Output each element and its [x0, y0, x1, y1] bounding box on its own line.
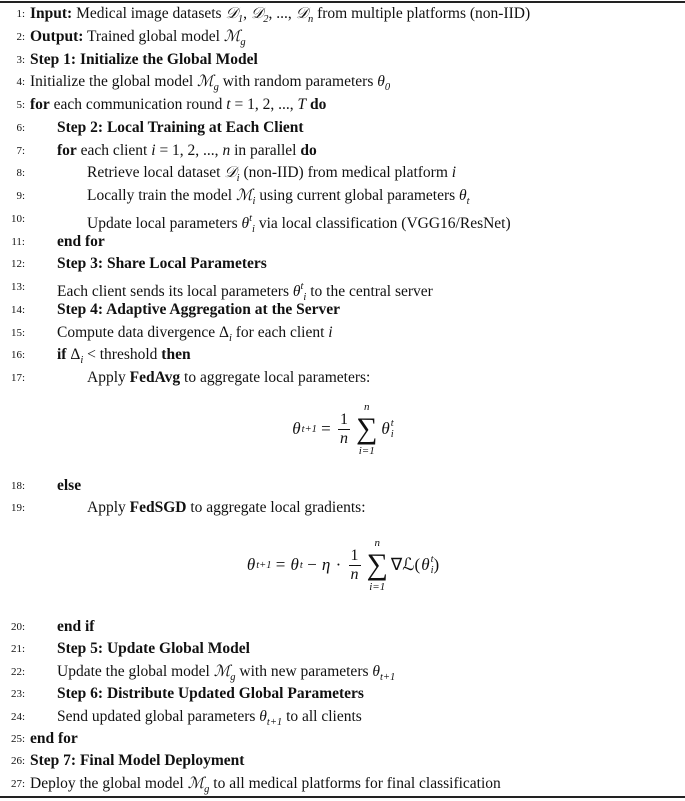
- algorithm-line: [0, 71, 685, 93]
- algorithm-line: [0, 162, 685, 184]
- algorithm-line: [0, 94, 685, 116]
- math-symbol: 𝒟: [295, 5, 308, 22]
- keyword: if: [57, 346, 67, 364]
- sum-upper: n: [374, 537, 380, 549]
- text: Compute data divergence Δ: [57, 323, 229, 341]
- keyword: end for: [30, 730, 78, 747]
- algorithm-line: [0, 117, 685, 139]
- line-number: 21:: [10, 643, 25, 656]
- algorithm-line: [0, 367, 685, 389]
- keyword: end if: [57, 618, 95, 635]
- text: to the central server: [306, 283, 433, 300]
- line-text: [30, 94, 326, 116]
- text: Update the global model: [57, 662, 214, 680]
- algorithm-line: [0, 344, 685, 366]
- math-symbol: i: [328, 323, 333, 341]
- line-number: 20:: [10, 621, 25, 633]
- sigma: ∑: [366, 548, 388, 581]
- eq-eta: η: [321, 555, 331, 574]
- math-symbol: 2: [263, 14, 269, 25]
- line-number: 25:: [10, 733, 25, 745]
- eq-sub: i: [430, 565, 434, 576]
- text: Retrieve local dataset: [87, 164, 225, 182]
- line-text: [57, 299, 340, 321]
- text: to aggregate local gradients:: [186, 499, 366, 516]
- text: Initialize the global model: [30, 73, 198, 91]
- summation: [356, 400, 377, 458]
- math-symbol: θ: [372, 662, 381, 680]
- text: , ...,: [268, 5, 296, 22]
- text: < threshold: [83, 346, 162, 364]
- keyword: for: [57, 141, 77, 159]
- eq-minus: −: [302, 555, 321, 574]
- line-number: 2:: [16, 30, 25, 43]
- sigma: ∑: [356, 412, 378, 445]
- math-symbol: g: [230, 671, 236, 683]
- keyword: Step 5: Update Global Model: [57, 640, 250, 658]
- line-text: [57, 616, 94, 638]
- keyword: Step 3: Share Local Parameters: [57, 255, 267, 273]
- line-number: 4:: [16, 76, 25, 89]
- math-symbol: θ: [259, 707, 267, 725]
- text: = 1, 2, ...,: [230, 96, 298, 113]
- math-symbol: g: [204, 783, 210, 795]
- sum-lower: i=1: [369, 581, 386, 593]
- line-number: 22:: [10, 665, 25, 678]
- math-symbol: θ: [241, 214, 250, 232]
- keyword: for: [30, 96, 50, 113]
- keyword: FedAvg: [129, 369, 181, 386]
- algorithm-line: [0, 49, 685, 71]
- text: from multiple platforms (non-IID): [313, 5, 531, 22]
- algorithm-line: [0, 773, 685, 795]
- math-symbol: i: [80, 355, 84, 367]
- math-symbol: i: [236, 173, 240, 185]
- line-text: [30, 49, 258, 71]
- math-symbol: n: [222, 141, 231, 159]
- math-symbol: i: [252, 223, 255, 235]
- line-number: 23:: [10, 688, 25, 701]
- line-number: 9:: [16, 190, 25, 202]
- text: with new parameters: [235, 662, 373, 680]
- summation: [367, 536, 388, 594]
- algorithm-line: [0, 140, 685, 162]
- math-symbol: 0: [384, 82, 391, 94]
- text: with random parameters: [218, 73, 378, 91]
- eq-dot: ·: [331, 555, 346, 574]
- eq-sub: i: [390, 429, 394, 440]
- line-number: 17:: [10, 372, 25, 384]
- line-number: 5:: [16, 99, 25, 111]
- line-text: [30, 750, 244, 772]
- algorithm-line: [0, 616, 685, 638]
- eq-paren: ): [433, 555, 440, 574]
- algorithm-line: [0, 728, 685, 750]
- eq-sup: t: [430, 554, 434, 565]
- math-symbol: g: [213, 82, 219, 94]
- text: using current global parameters: [255, 187, 460, 204]
- math-symbol: 𝒟: [250, 5, 264, 22]
- keyword: FedSGD: [129, 499, 187, 516]
- eq-sup: t: [390, 418, 394, 429]
- math-symbol: ℳ: [213, 662, 231, 680]
- eq-theta: θ: [421, 555, 430, 574]
- text: (non-IID) from medical platform: [239, 164, 452, 182]
- algorithm-line: [0, 475, 685, 497]
- math-symbol: θ: [292, 283, 301, 300]
- line-number: 6:: [16, 121, 25, 134]
- algorithm-line: [0, 3, 685, 25]
- math-symbol: T: [297, 96, 307, 113]
- text: ,: [243, 5, 251, 22]
- math-symbol: t+1: [380, 671, 396, 683]
- text: Send updated global parameters: [57, 707, 260, 725]
- line-number: 18:: [10, 480, 25, 492]
- math-symbol: t: [249, 212, 253, 224]
- math-symbol: t: [226, 96, 231, 113]
- eq-theta: θ: [292, 419, 301, 438]
- line-number: 24:: [10, 710, 25, 723]
- sum-lower: i=1: [358, 445, 375, 457]
- math-symbol: θ: [459, 187, 467, 204]
- denominator: n: [340, 429, 349, 447]
- eq-equals: =: [271, 555, 290, 574]
- keyword: do: [309, 96, 327, 113]
- line-text: [87, 497, 366, 519]
- fedsgd-equation: [0, 538, 685, 592]
- line-number: 14:: [10, 303, 25, 316]
- text: for each client: [231, 323, 329, 341]
- text: Update local parameters: [87, 214, 242, 232]
- fedavg-equation: [0, 402, 685, 456]
- algorithm-line: [0, 26, 685, 48]
- eq-sub: t: [299, 559, 303, 571]
- algorithm-line: [0, 750, 685, 772]
- math-symbol: i: [252, 196, 256, 207]
- math-symbol: ℳ: [197, 73, 214, 91]
- math-symbol: g: [240, 36, 246, 48]
- text: Trained global model: [83, 27, 224, 45]
- line-number: 15:: [10, 326, 25, 339]
- algorithm-line: [0, 253, 685, 275]
- text: to all clients: [282, 707, 362, 725]
- algorithm-line: [0, 231, 685, 253]
- keyword: else: [57, 477, 82, 494]
- line-text: [57, 140, 317, 162]
- math-symbol: i: [303, 292, 307, 303]
- math-symbol: 1: [237, 14, 244, 25]
- algorithm-line: [0, 322, 685, 344]
- line-text: [57, 683, 364, 705]
- line-text: [30, 728, 78, 750]
- text: Each client sends its local parameters: [57, 283, 293, 300]
- eq-sub: t+1: [301, 423, 317, 435]
- algorithm-line: [0, 683, 685, 705]
- line-number: 10:: [10, 212, 25, 225]
- denominator: n: [350, 565, 359, 583]
- math-symbol: i: [451, 164, 457, 182]
- algorithm-line: [0, 638, 685, 660]
- line-number: 13:: [10, 281, 25, 293]
- math-symbol: θ: [377, 73, 385, 91]
- math-symbol: i: [151, 141, 156, 159]
- algorithm-line: [0, 497, 685, 519]
- line-number: 16:: [10, 349, 25, 362]
- line-text: [57, 638, 250, 660]
- line-text: [57, 475, 81, 497]
- keyword: end for: [57, 232, 105, 250]
- text: Apply: [87, 369, 130, 386]
- text: = 1, 2, ...,: [155, 141, 223, 159]
- eq-theta: θ: [381, 419, 390, 438]
- eq-sub: t+1: [256, 559, 272, 571]
- eq-gradient: ∇ℒ(: [390, 555, 421, 574]
- line-number: 8:: [16, 167, 25, 180]
- line-number: 12:: [10, 258, 25, 271]
- fraction: [349, 547, 361, 584]
- eq-theta: θ: [290, 555, 299, 574]
- keyword: Output:: [30, 27, 84, 45]
- algorithm-line: [0, 276, 685, 303]
- text: Deploy the global model: [30, 774, 188, 792]
- line-number: 26:: [10, 755, 25, 768]
- line-text: [57, 117, 304, 139]
- sum-upper: n: [363, 401, 370, 413]
- text: in parallel: [230, 141, 301, 159]
- line-number: 27:: [10, 777, 25, 790]
- algorithm-line: [0, 208, 685, 235]
- text: Δ: [66, 346, 81, 364]
- text: via local classification (VGG16/ResNet): [254, 214, 511, 232]
- numerator: 1: [340, 410, 349, 428]
- keyword: Step 6: Distribute Updated Global Parameters: [57, 685, 364, 703]
- fraction: [338, 411, 350, 448]
- text: to aggregate local parameters:: [180, 369, 371, 386]
- math-symbol: ℳ: [235, 187, 253, 204]
- text: Apply: [87, 499, 130, 516]
- math-symbol: 𝒟: [224, 164, 237, 182]
- math-symbol: i: [228, 332, 232, 344]
- keyword: Step 2: Local Training at Each Client: [57, 118, 304, 136]
- math-symbol: t: [466, 196, 470, 207]
- algorithm-line: [0, 661, 685, 683]
- keyword: then: [161, 346, 191, 364]
- math-symbol: ℳ: [223, 27, 241, 45]
- algorithm-line: [0, 185, 685, 207]
- line-text: [57, 231, 105, 253]
- line-number: 3:: [16, 53, 25, 66]
- text: to all medical platforms for final classification: [209, 774, 501, 792]
- text: each client: [76, 141, 152, 159]
- keyword: Input:: [30, 5, 73, 22]
- text: Medical image datasets: [72, 5, 226, 22]
- line-number: 11:: [11, 235, 25, 248]
- keyword: Step 7: Final Model Deployment: [30, 752, 245, 770]
- keyword: do: [300, 141, 317, 159]
- keyword: Step 1: Initialize the Global Model: [30, 50, 258, 68]
- bottom-rule: [0, 796, 685, 798]
- line-text: [57, 253, 267, 275]
- line-text: [87, 367, 370, 389]
- line-number: 7:: [16, 144, 25, 157]
- text: each communication round: [49, 96, 227, 113]
- eq-equals: =: [316, 419, 336, 438]
- line-number: 1:: [16, 8, 25, 20]
- numerator: 1: [350, 546, 359, 564]
- math-symbol: n: [307, 14, 314, 25]
- text: Locally train the model: [87, 187, 236, 204]
- eq-theta: θ: [246, 555, 256, 574]
- line-number: 19:: [10, 502, 25, 514]
- math-symbol: t: [300, 281, 304, 292]
- math-symbol: t+1: [266, 716, 283, 728]
- algorithm-line: [0, 299, 685, 321]
- math-symbol: 𝒟: [225, 5, 238, 22]
- math-symbol: ℳ: [187, 774, 205, 792]
- keyword: Step 4: Adaptive Aggregation at the Server: [57, 300, 340, 318]
- algorithm-line: [0, 706, 685, 728]
